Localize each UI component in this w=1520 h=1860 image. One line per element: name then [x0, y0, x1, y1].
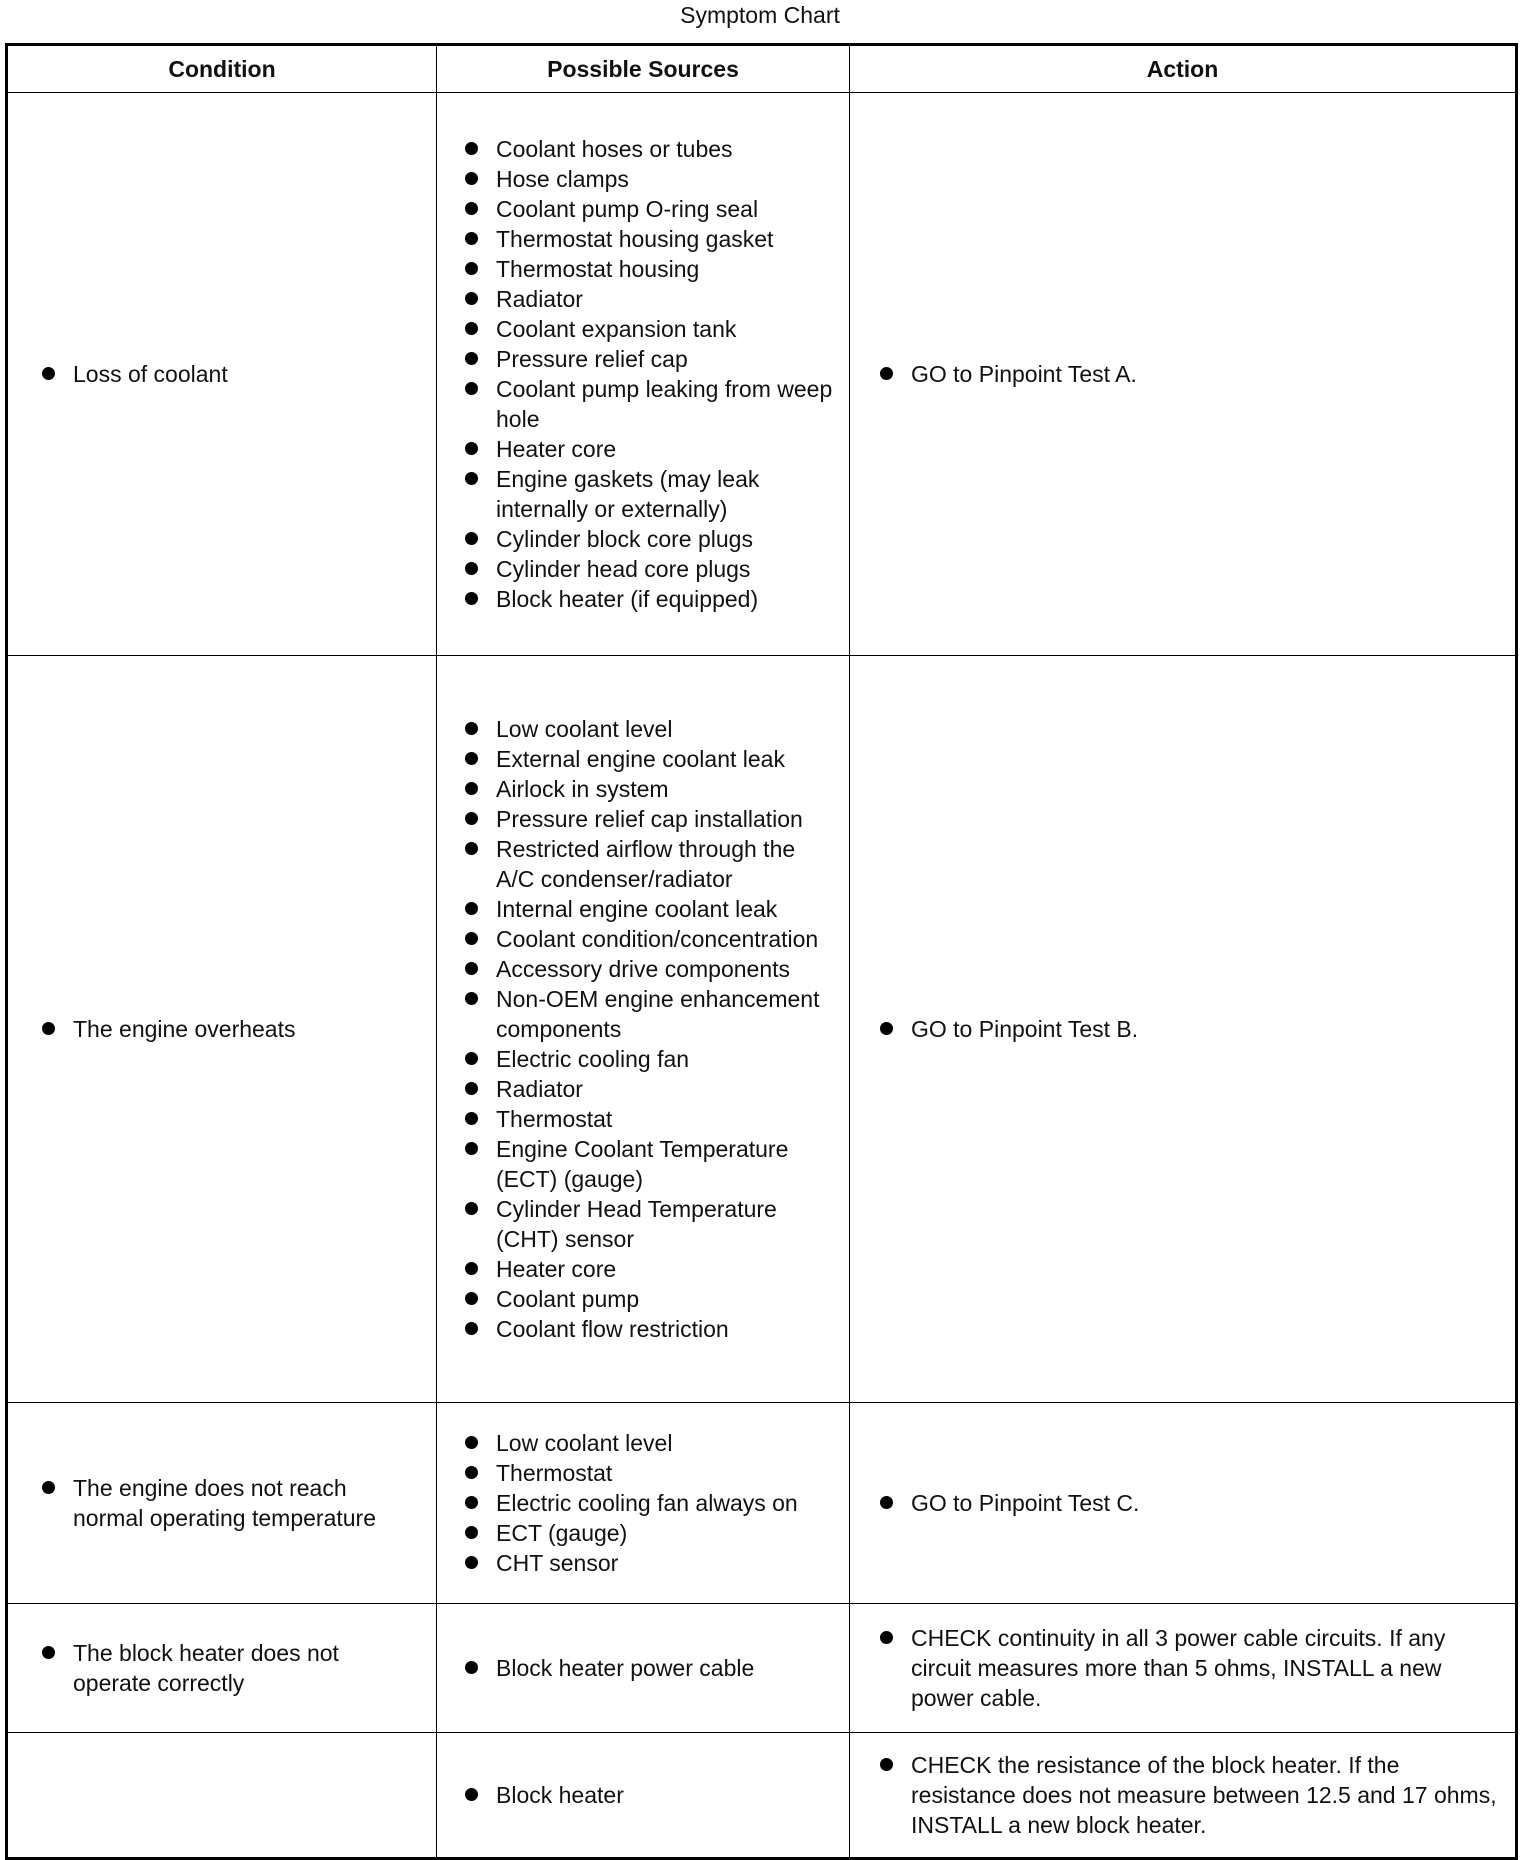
bullet-icon: [465, 562, 478, 575]
bullet-icon: [465, 962, 478, 975]
table-row: [7, 1733, 1517, 1859]
bullet-icon: [465, 782, 478, 795]
source-item: [461, 164, 837, 194]
source-item: [461, 1518, 837, 1548]
action-item: [876, 359, 1497, 389]
bullet-icon: [465, 1322, 478, 1335]
header-row: [7, 45, 1517, 93]
header-action: Action: [850, 45, 1517, 93]
source-item: [461, 1044, 837, 1074]
bullet-icon: [465, 442, 478, 455]
source-text: Thermostat: [496, 1460, 613, 1486]
bullet-icon: [880, 1496, 893, 1509]
source-item: [461, 434, 837, 464]
source-text: Airlock in system: [496, 776, 669, 802]
condition-cell-empty: [7, 1733, 437, 1859]
source-text: Engine gaskets (may leak internally or externally): [496, 466, 760, 522]
bullet-icon: [465, 722, 478, 735]
source-item: [461, 344, 837, 374]
source-text: Coolant condition/concentration: [496, 926, 819, 952]
source-item: [461, 284, 837, 314]
bullet-icon: [465, 842, 478, 855]
source-item: [461, 894, 837, 924]
source-text: Restricted airflow through the A/C condenser/radiator: [496, 836, 796, 892]
bullet-icon: [465, 992, 478, 1005]
condition-item: [38, 359, 416, 389]
bullet-icon: [465, 352, 478, 365]
action-item: [876, 1750, 1497, 1840]
bullet-icon: [465, 1436, 478, 1449]
source-item: [461, 314, 837, 344]
source-text: Electric cooling fan always on: [496, 1490, 798, 1516]
source-item: [461, 1653, 837, 1683]
bullet-icon: [465, 202, 478, 215]
bullet-icon: [465, 1292, 478, 1305]
table-row: [7, 93, 1517, 656]
source-text: Cylinder head core plugs: [496, 556, 751, 582]
source-item: [461, 1314, 837, 1344]
bullet-icon: [42, 1022, 55, 1035]
source-text: Thermostat housing gasket: [496, 226, 774, 252]
bullet-icon: [465, 1142, 478, 1155]
source-text: Block heater power cable: [496, 1655, 755, 1681]
action-text: GO to Pinpoint Test B.: [911, 1016, 1139, 1042]
bullet-icon: [880, 1022, 893, 1035]
source-item: [461, 1780, 837, 1810]
chart-title: Symptom Chart: [680, 2, 840, 28]
condition-text: The engine overheats: [73, 1016, 296, 1042]
source-item: [461, 834, 837, 894]
action-item: [876, 1623, 1497, 1713]
bullet-icon: [42, 1481, 55, 1494]
source-item: [461, 1194, 837, 1254]
action-text: GO to Pinpoint Test A.: [911, 361, 1137, 387]
source-text: Engine Coolant Temperature (ECT) (gauge): [496, 1136, 789, 1192]
action-cell: [850, 1604, 1517, 1733]
source-item: [461, 1074, 837, 1104]
bullet-icon: [465, 322, 478, 335]
bullet-icon: [465, 902, 478, 915]
bullet-icon: [880, 1758, 893, 1771]
source-item: [461, 1134, 837, 1194]
bullet-icon: [465, 232, 478, 245]
bullet-icon: [465, 1788, 478, 1801]
bullet-icon: [465, 1082, 478, 1095]
header-condition: Condition: [7, 45, 437, 93]
source-item: [461, 254, 837, 284]
source-text: CHT sensor: [496, 1550, 619, 1576]
bullet-icon: [880, 1631, 893, 1644]
source-text: Radiator: [496, 286, 583, 312]
bullet-icon: [465, 1661, 478, 1674]
source-item: [461, 464, 837, 524]
source-text: Coolant pump: [496, 1286, 640, 1312]
bullet-icon: [465, 812, 478, 825]
bullet-icon: [465, 262, 478, 275]
source-item: [461, 224, 837, 254]
source-text: Heater core: [496, 1256, 617, 1282]
source-text: Low coolant level: [496, 1430, 673, 1456]
source-item: [461, 1458, 837, 1488]
sources-cell: [437, 1604, 850, 1733]
condition-cell: [7, 656, 437, 1403]
source-item: [461, 924, 837, 954]
source-item: [461, 1104, 837, 1134]
bullet-icon: [42, 1646, 55, 1659]
source-text: Accessory drive components: [496, 956, 791, 982]
source-text: Pressure relief cap installation: [496, 806, 803, 832]
bullet-icon: [465, 142, 478, 155]
source-item: [461, 374, 837, 434]
action-text: CHECK continuity in all 3 power cable circuits. If any circuit measures more than 5 ohms, INSTALL a new power cable.: [911, 1625, 1446, 1711]
source-text: Internal engine coolant leak: [496, 896, 778, 922]
action-item: [876, 1488, 1497, 1518]
bullet-icon: [465, 1112, 478, 1125]
source-text: External engine coolant leak: [496, 746, 785, 772]
source-item: [461, 804, 837, 834]
table-row: [7, 1403, 1517, 1604]
bullet-icon: [465, 932, 478, 945]
bullet-icon: [465, 472, 478, 485]
source-text: Electric cooling fan: [496, 1046, 690, 1072]
condition-item: [38, 1014, 416, 1044]
condition-item: [38, 1473, 416, 1533]
action-cell: [850, 1403, 1517, 1604]
bullet-icon: [465, 1052, 478, 1065]
source-text: Coolant pump leaking from weep hole: [496, 376, 833, 432]
source-text: Low coolant level: [496, 716, 673, 742]
bullet-icon: [880, 367, 893, 380]
source-item: [461, 1428, 837, 1458]
bullet-icon: [465, 1466, 478, 1479]
source-text: Radiator: [496, 1076, 583, 1102]
source-item: [461, 1254, 837, 1284]
condition-cell: [7, 1604, 437, 1733]
source-text: Block heater: [496, 1782, 624, 1808]
source-item: [461, 954, 837, 984]
source-text: Cylinder Head Temperature (CHT) sensor: [496, 1196, 777, 1252]
source-text: Cylinder block core plugs: [496, 526, 753, 552]
table-row: [7, 1604, 1517, 1733]
source-text: Block heater (if equipped): [496, 586, 759, 612]
bullet-icon: [465, 1526, 478, 1539]
sources-cell: [437, 1403, 850, 1604]
condition-text: Loss of coolant: [73, 361, 228, 387]
source-text: Heater core: [496, 436, 617, 462]
action-cell: [850, 93, 1517, 656]
source-text: ECT (gauge): [496, 1520, 628, 1546]
source-item: [461, 194, 837, 224]
action-cell: [850, 1733, 1517, 1859]
bullet-icon: [465, 172, 478, 185]
source-item: [461, 524, 837, 554]
bullet-icon: [465, 292, 478, 305]
bullet-icon: [465, 1202, 478, 1215]
source-text: Pressure relief cap: [496, 346, 688, 372]
source-item: [461, 714, 837, 744]
bullet-icon: [465, 1496, 478, 1509]
table-row: [7, 656, 1517, 1403]
condition-text: The block heater does not operate correctly: [73, 1640, 339, 1696]
symptom-chart-table: [5, 43, 1518, 1860]
source-item: [461, 984, 837, 1044]
source-item: [461, 1284, 837, 1314]
condition-cell: [7, 93, 437, 656]
action-item: [876, 1014, 1497, 1044]
bullet-icon: [465, 1556, 478, 1569]
bullet-icon: [465, 532, 478, 545]
source-item: [461, 1548, 837, 1578]
source-item: [461, 554, 837, 584]
sources-cell: [437, 1733, 850, 1859]
source-text: Coolant hoses or tubes: [496, 136, 733, 162]
source-text: Coolant expansion tank: [496, 316, 737, 342]
bullet-icon: [465, 1262, 478, 1275]
action-cell: [850, 656, 1517, 1403]
condition-item: [38, 1638, 416, 1698]
bullet-icon: [42, 367, 55, 380]
source-item: [461, 584, 837, 614]
source-text: Non-OEM engine enhancement components: [496, 986, 820, 1042]
condition-text: The engine does not reach normal operating temperature: [73, 1475, 376, 1531]
source-text: Coolant pump O-ring seal: [496, 196, 759, 222]
sources-cell: [437, 656, 850, 1403]
source-text: Coolant flow restriction: [496, 1316, 729, 1342]
action-text: GO to Pinpoint Test C.: [911, 1490, 1140, 1516]
source-item: [461, 774, 837, 804]
source-item: [461, 134, 837, 164]
sources-cell: [437, 93, 850, 656]
source-text: Hose clamps: [496, 166, 629, 192]
source-item: [461, 744, 837, 774]
condition-cell: [7, 1403, 437, 1604]
bullet-icon: [465, 382, 478, 395]
bullet-icon: [465, 752, 478, 765]
header-possible-sources: Possible Sources: [437, 45, 850, 93]
bullet-icon: [465, 592, 478, 605]
source-text: Thermostat: [496, 1106, 613, 1132]
source-item: [461, 1488, 837, 1518]
action-text: CHECK the resistance of the block heater. If the resistance does not measure between 12.5 and 17 ohms, INSTALL a new block heater.: [911, 1752, 1497, 1838]
source-text: Thermostat housing: [496, 256, 700, 282]
